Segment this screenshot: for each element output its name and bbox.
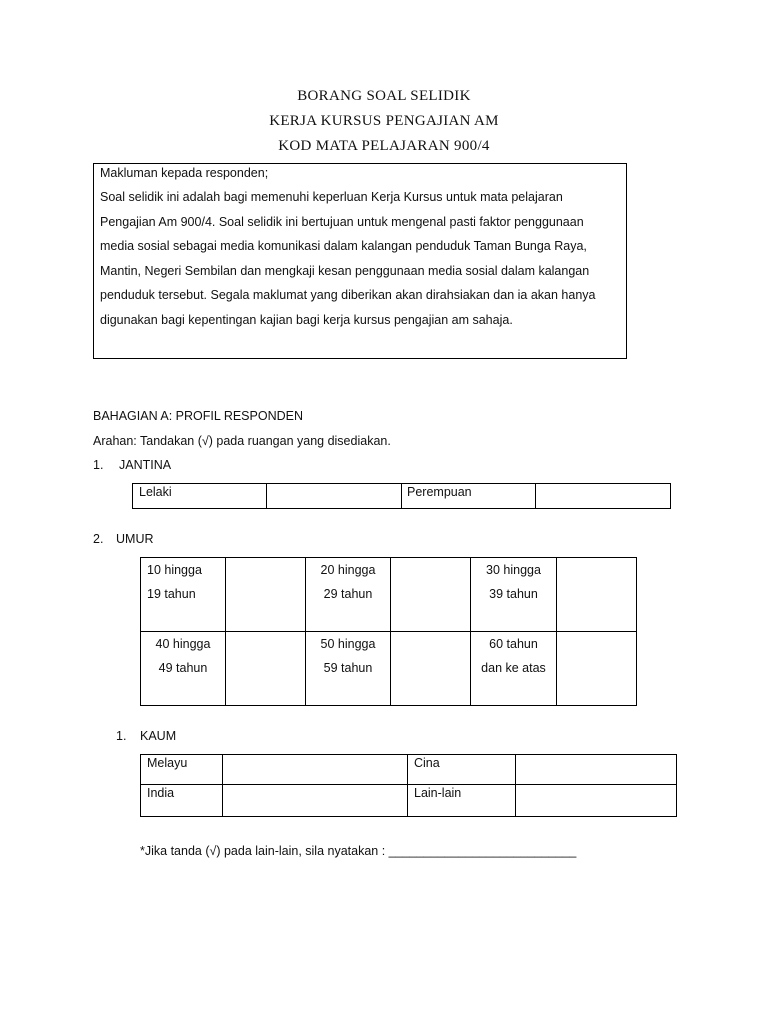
notice-line: Mantin, Negeri Sembilan dan mengkaji kesan penggunaan media sosial dalam kalangan <box>100 264 590 278</box>
option-label-line: 49 tahun <box>158 661 208 675</box>
option-label-cell <box>306 632 391 706</box>
option-label-line: 60 tahun <box>489 637 538 651</box>
option-label-cell <box>306 558 391 632</box>
option-label-line: 19 tahun <box>147 587 196 601</box>
umur-table <box>140 557 637 706</box>
checkbox-cell-india[interactable] <box>223 785 408 817</box>
notice-line: Makluman kepada responden; <box>100 166 269 180</box>
subject-code: KOD MATA PELAJARAN 900/4 <box>278 138 490 154</box>
checkbox-cell-perempuan[interactable] <box>536 484 671 509</box>
checkbox-cell-melayu[interactable] <box>223 755 408 785</box>
option-label: Lelaki <box>139 485 172 499</box>
option-label-line: 29 tahun <box>323 587 373 601</box>
option-label: India <box>147 786 175 800</box>
document-title: BORANG SOAL SELIDIK <box>297 88 471 104</box>
option-label-cell <box>141 785 223 817</box>
option-label: Cina <box>414 756 440 770</box>
notice-line: Pengajian Am 900/4. Soal selidik ini bertujuan untuk mengenal pasti faktor penggunaan <box>100 215 584 229</box>
option-label-line: 40 hingga <box>155 637 211 651</box>
option-label-line: 59 tahun <box>323 661 373 675</box>
checkbox-cell-lelaki[interactable] <box>267 484 402 509</box>
notice-line: Soal selidik ini adalah bagi memenuhi keperluan Kerja Kursus untuk mata pelajaran <box>100 190 563 204</box>
option-label-cell <box>133 484 267 509</box>
notice-line: media sosial sebagai media komunikasi dalam kalangan penduduk Taman Bunga Raya, <box>100 239 587 253</box>
option-label-line: 50 hingga <box>320 637 376 651</box>
section-heading: BAHAGIAN A: PROFIL RESPONDEN <box>93 409 304 423</box>
question-label-umur: UMUR <box>116 532 154 546</box>
option-label: Lain-lain <box>414 786 462 800</box>
option-label-cell <box>408 785 516 817</box>
question-label-jantina: JANTINA <box>119 458 172 472</box>
checkbox-cell-lain-lain[interactable] <box>516 785 677 817</box>
option-label-cell <box>471 632 557 706</box>
option-label-line: dan ke atas <box>481 661 546 675</box>
checkbox-cell-20-29[interactable] <box>391 558 471 632</box>
question-number: 2. <box>93 532 104 546</box>
notice-line: digunakan bagi kepentingan kajian bagi kerja kursus pengajian am sahaja. <box>100 313 513 327</box>
checkbox-cell-60-above[interactable] <box>557 632 637 706</box>
checkbox-cell-50-59[interactable] <box>391 632 471 706</box>
respondent-notice-box <box>93 163 627 359</box>
checkbox-cell-10-19[interactable] <box>226 558 306 632</box>
option-label-cell <box>408 755 516 785</box>
option-label-line: 10 hingga <box>147 563 202 577</box>
option-label-line: 30 hingga <box>486 563 541 577</box>
checkbox-cell-40-49[interactable] <box>226 632 306 706</box>
question-number: 1. <box>116 729 127 743</box>
question-number: 1. <box>93 458 104 472</box>
option-label-cell <box>402 484 536 509</box>
option-label-cell <box>141 632 226 706</box>
option-label-cell <box>141 755 223 785</box>
option-label-line: 39 tahun <box>489 587 538 601</box>
option-label-cell <box>141 558 226 632</box>
checkbox-cell-cina[interactable] <box>516 755 677 785</box>
option-label: Perempuan <box>407 485 472 499</box>
notice-line: penduduk tersebut. Segala maklumat yang diberikan akan dirahsiakan dan ia akan hanya <box>100 288 596 302</box>
option-label-cell <box>471 558 557 632</box>
kaum-table <box>140 754 677 817</box>
checkbox-cell-30-39[interactable] <box>557 558 637 632</box>
option-label: Melayu <box>147 756 188 770</box>
other-specify-field[interactable]: *Jika tanda (√) pada lain-lain, sila nyatakan : ___________________________ <box>140 844 577 858</box>
question-label-kaum: KAUM <box>140 729 177 743</box>
option-label-line: 20 hingga <box>320 563 376 577</box>
document-subtitle: KERJA KURSUS PENGAJIAN AM <box>269 113 499 129</box>
instruction-text: Arahan: Tandakan (√) pada ruangan yang disediakan. <box>93 434 391 448</box>
jantina-table <box>132 483 671 509</box>
